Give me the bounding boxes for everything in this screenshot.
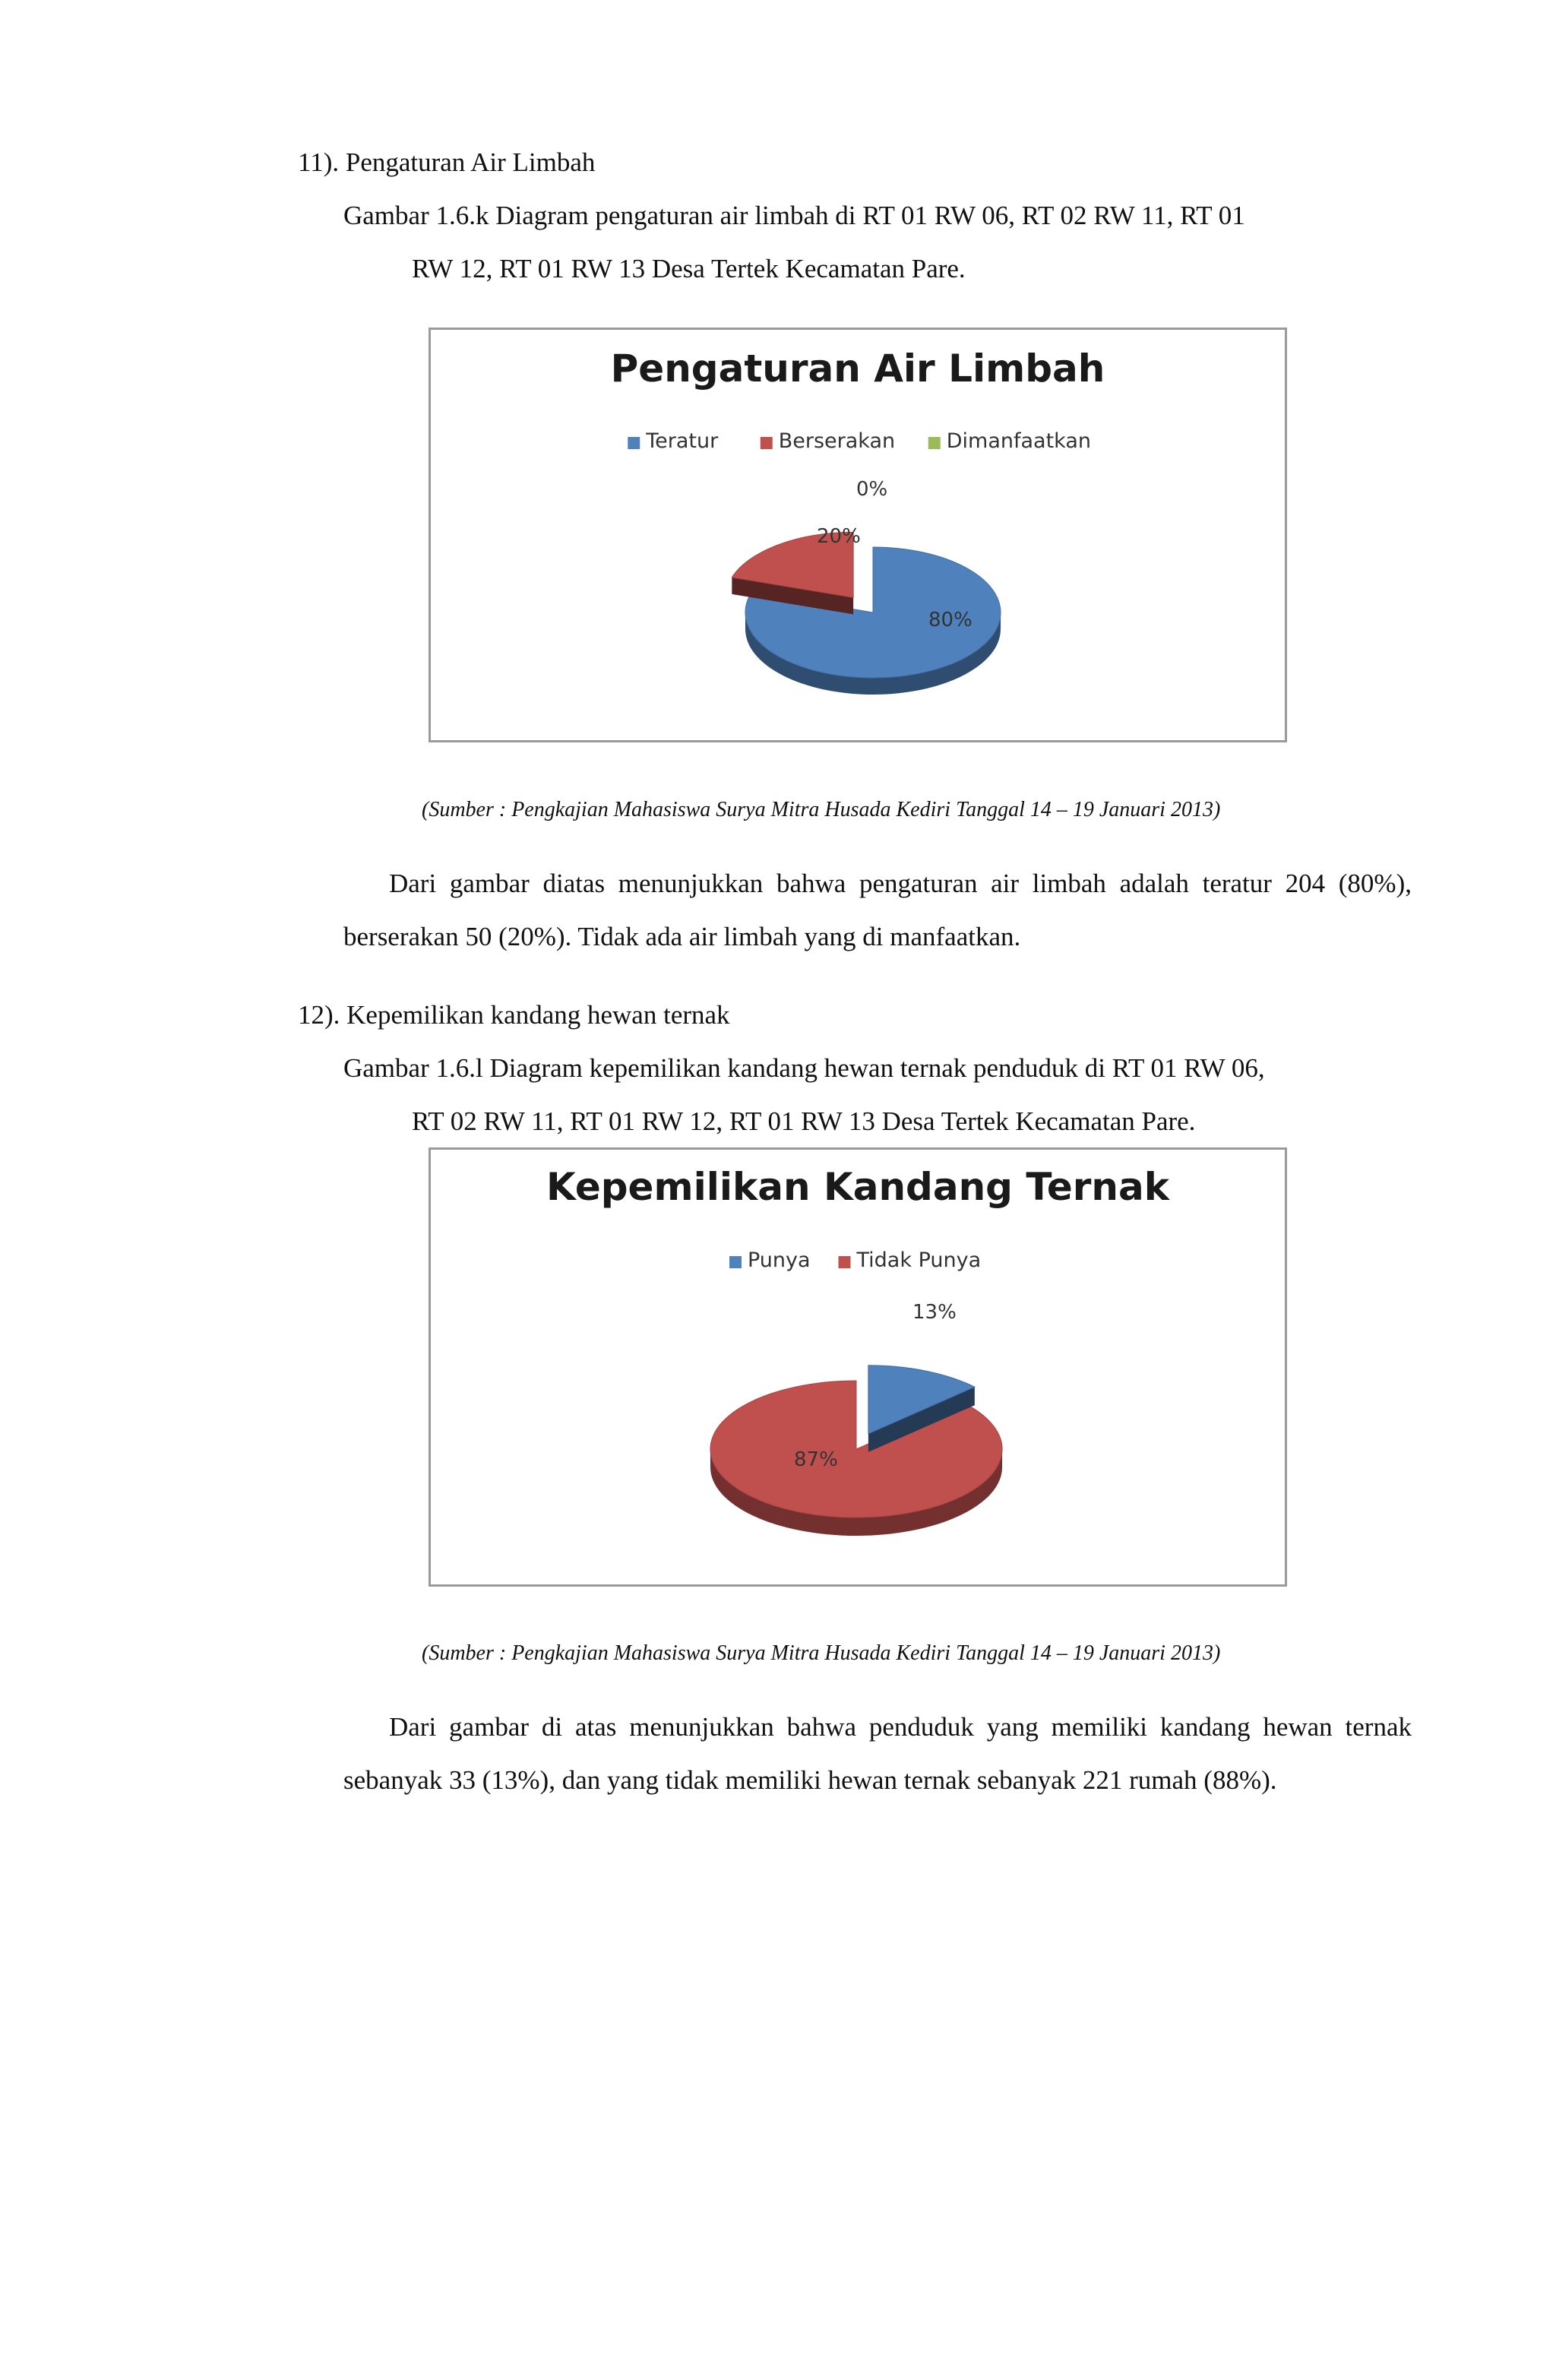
legend-label-teratur: Teratur bbox=[646, 429, 719, 453]
data-label-punya: 13% bbox=[912, 1301, 957, 1324]
figure-1-6-l-caption-line-2: RT 02 RW 11, RT 01 RW 12, RT 01 RW 13 Desa Tertek Kecamatan Pare. bbox=[412, 1106, 1196, 1136]
legend-label-tidak-punya: Tidak Punya bbox=[856, 1249, 982, 1272]
data-label-berserakan: 20% bbox=[817, 525, 861, 548]
data-label-dimanfaatkan: 0% bbox=[856, 478, 888, 501]
legend-label-dimanfaatkan: Dimanfaatkan bbox=[946, 429, 1092, 453]
data-label-teratur: 80% bbox=[928, 609, 972, 631]
chart-1-source-note: (Sumber : Pengkajian Mahasiswa Surya Mitra Husada Kediri Tanggal 14 – 19 Januari 2013) bbox=[422, 798, 1221, 821]
chart-title: Kepemilikan Kandang Ternak bbox=[546, 1165, 1170, 1209]
legend-label-berserakan: Berserakan bbox=[778, 429, 896, 453]
figure-1-6-k-caption-line-2: RW 12, RT 01 RW 13 Desa Tertek Kecamatan Pare. bbox=[412, 254, 966, 283]
legend-swatch-tidak-punya bbox=[839, 1256, 851, 1268]
legend-swatch-dimanfaatkan bbox=[928, 437, 941, 449]
figure-1-6-l-caption-line-1: Gambar 1.6.l Diagram kepemilikan kandang hewan ternak penduduk di RT 01 RW 06, bbox=[343, 1053, 1265, 1083]
section-12-paragraph: Dari gambar di atas menunjukkan bahwa penduduk yang memiliki kandang hewan ternak sebanyak 33 (13%), dan yang tidak memiliki hewan ternak sebanyak 221 rumah (88%). bbox=[343, 1712, 1412, 1795]
chart-title: Pengaturan Air Limbah bbox=[610, 347, 1105, 391]
chart-kepemilikan-kandang-ternak bbox=[429, 1147, 1287, 1587]
pie-chart-kepemilikan-kandang-ternak bbox=[431, 1150, 1285, 1584]
section-11-heading: 11). Pengaturan Air Limbah bbox=[298, 147, 596, 177]
pie-chart-pengaturan-air-limbah bbox=[431, 330, 1285, 740]
legend-label-punya: Punya bbox=[748, 1249, 811, 1272]
chart-2-source-note: (Sumber : Pengkajian Mahasiswa Surya Mitra Husada Kediri Tanggal 14 – 19 Januari 2013) bbox=[422, 1641, 1221, 1665]
data-label-tidak-punya: 87% bbox=[794, 1448, 838, 1471]
legend-swatch-teratur bbox=[628, 437, 640, 449]
figure-1-6-k-caption-line-1: Gambar 1.6.k Diagram pengaturan air limbah di RT 01 RW 06, RT 02 RW 11, RT 01 bbox=[343, 201, 1245, 230]
legend-swatch-berserakan bbox=[761, 437, 773, 449]
section-12-heading: 12). Kepemilikan kandang hewan ternak bbox=[298, 1000, 730, 1030]
chart-pengaturan-air-limbah bbox=[429, 328, 1287, 742]
section-11-paragraph: Dari gambar diatas menunjukkan bahwa pengaturan air limbah adalah teratur 204 (80%), berserakan 50 (20%). Tidak ada air limbah yang di manfaatkan. bbox=[343, 869, 1412, 951]
legend-swatch-punya bbox=[729, 1256, 742, 1268]
